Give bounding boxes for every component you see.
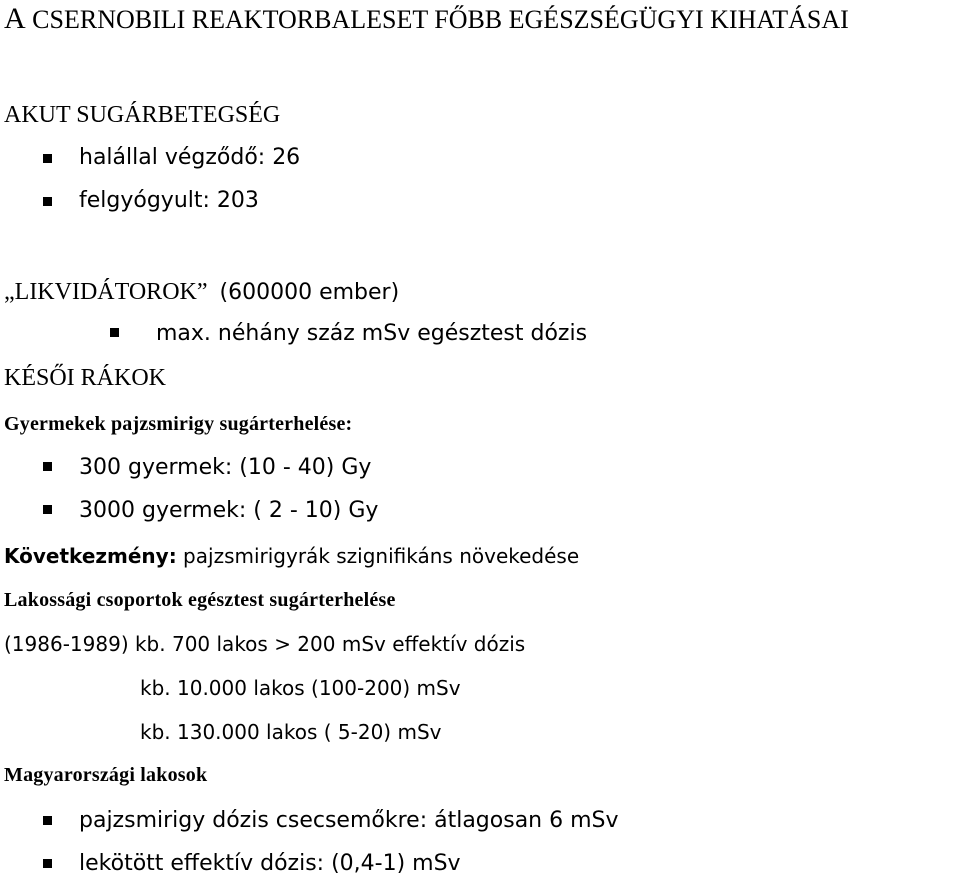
liquidators-item: max. néhány száz mSv egésztest dózis — [156, 321, 588, 346]
children-item-300: 300 gyermek: (10 - 40) Gy — [79, 455, 372, 480]
bullet-icon — [43, 505, 52, 514]
title-first-letter: A — [4, 2, 26, 35]
acute-heading: AKUT SUGÁRBETEGSÉG — [4, 102, 281, 128]
bullet-icon — [43, 154, 52, 163]
acute-item-deaths: halállal végződő: 26 — [79, 145, 301, 170]
title-rest: CSERNOBILI REAKTORBALESET FŐBB EGÉSZSÉGÜGYI KIHATÁSAI — [25, 5, 849, 34]
population-line-1: (1986-1989) kb. 700 lakos > 200 mSv effektív dózis — [4, 632, 526, 656]
children-heading: Gyermekek pajzsmirigy sugárterhelése: — [4, 413, 353, 435]
bullet-icon — [43, 197, 52, 206]
bullet-icon — [110, 328, 119, 337]
population-heading: Lakossági csoportok egésztest sugárterhelése — [4, 589, 396, 611]
population-line-3: kb. 130.000 lakos ( 5-20) mSv — [140, 720, 442, 744]
children-item-3000: 3000 gyermek: ( 2 - 10) Gy — [79, 498, 379, 523]
hungary-item-effective: lekötött effektív dózis: (0,4-1) mSv — [79, 851, 461, 876]
bullet-icon — [43, 462, 52, 471]
liquidators-note: (600000 ember) — [219, 280, 400, 305]
bullet-icon — [43, 816, 52, 825]
consequence-line — [4, 546, 579, 566]
consequence-label: Következmény: — [4, 544, 177, 568]
liquidators-title: „LIKVIDÁTOROK” — [4, 279, 208, 305]
consequence-text: pajzsmirigyrák szignifikáns növekedése — [176, 544, 580, 568]
hungary-item-thyroid: pajzsmirigy dózis csecsemőkre: átlagosan 6 mSv — [79, 808, 619, 833]
page-title — [4, 4, 849, 34]
bullet-icon — [43, 859, 52, 868]
hungary-heading: Magyarországi lakosok — [4, 764, 208, 786]
acute-item-recovered: felgyógyult: 203 — [79, 188, 259, 213]
late-cancers-heading: KÉSŐI RÁKOK — [4, 365, 166, 391]
population-line-2: kb. 10.000 lakos (100-200) mSv — [140, 676, 461, 700]
liquidators-heading — [4, 280, 399, 304]
